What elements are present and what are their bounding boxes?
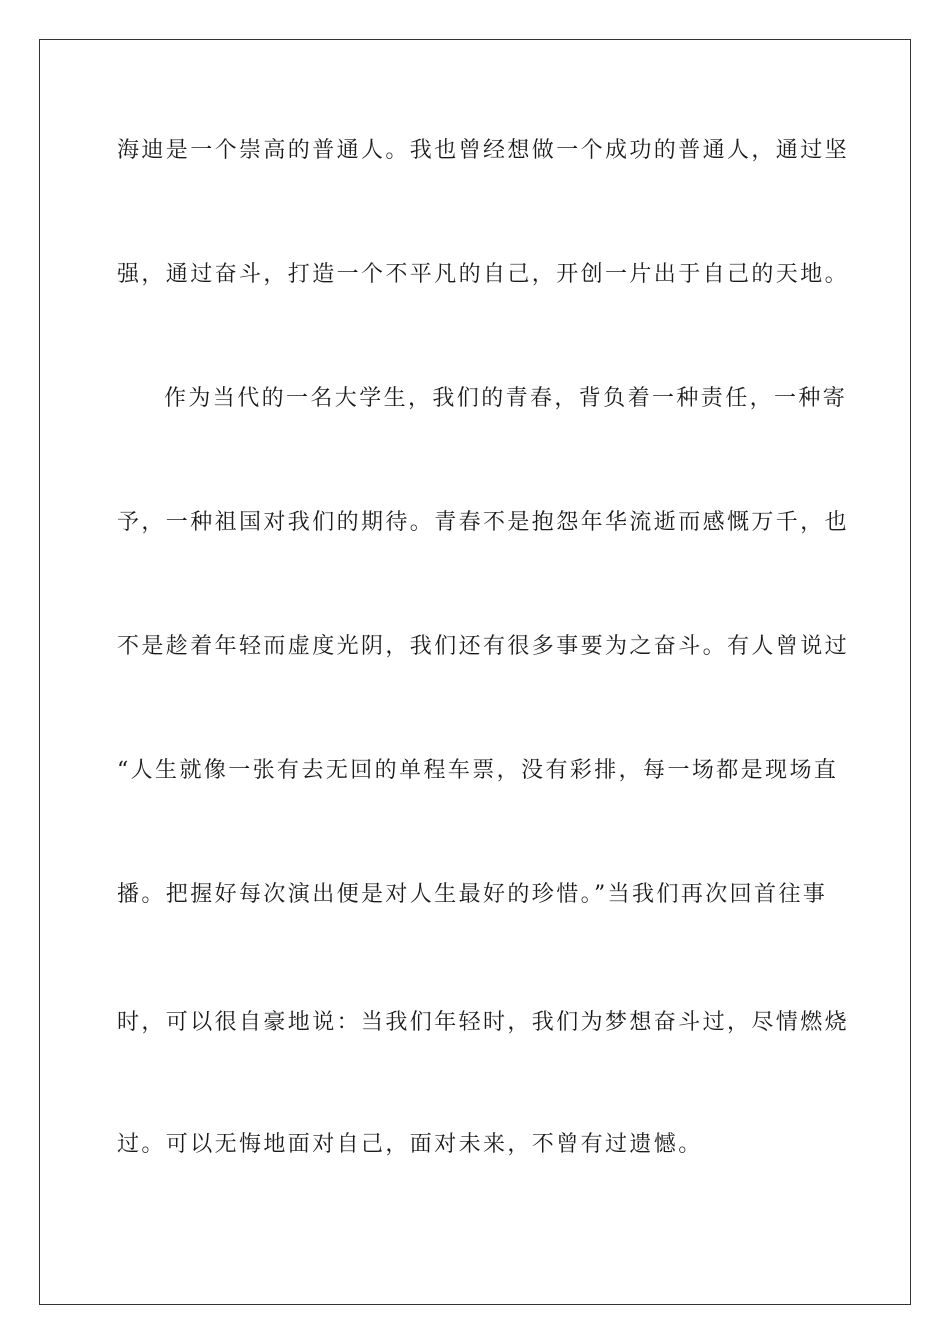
paragraph-line: 过。可以无悔地面对自己，面对未来，不曾有过遗憾。 [117,1132,703,1157]
page-border [39,39,911,1305]
paragraph-line: 作为当代的一名大学生，我们的青春，背负着一种责任，一种寄 [164,386,848,411]
paragraph-line: 播。把握好每次演出便是对人生最好的珍惜。”当我们再次回首往事 [117,882,828,907]
paragraph-line: “人生就像一张有去无回的单程车票，没有彩排，每一场都是现场直 [117,758,839,783]
paragraph-line: 强，通过奋斗，打造一个不平凡的自己，开创一片出于自己的天地。 [117,262,850,287]
paragraph-line: 予，一种祖国对我们的期待。青春不是抱怨年华流逝而感慨万千，也 [117,510,850,535]
paragraph-line: 不是趁着年轻而虚度光阴，我们还有很多事要为之奋斗。有人曾说过 [117,634,850,659]
paragraph-line: 海迪是一个崇高的普通人。我也曾经想做一个成功的普通人，通过坚 [117,138,850,163]
paragraph-line: 时，可以很自豪地说：当我们年轻时，我们为梦想奋斗过，尽情燃烧 [117,1010,850,1035]
